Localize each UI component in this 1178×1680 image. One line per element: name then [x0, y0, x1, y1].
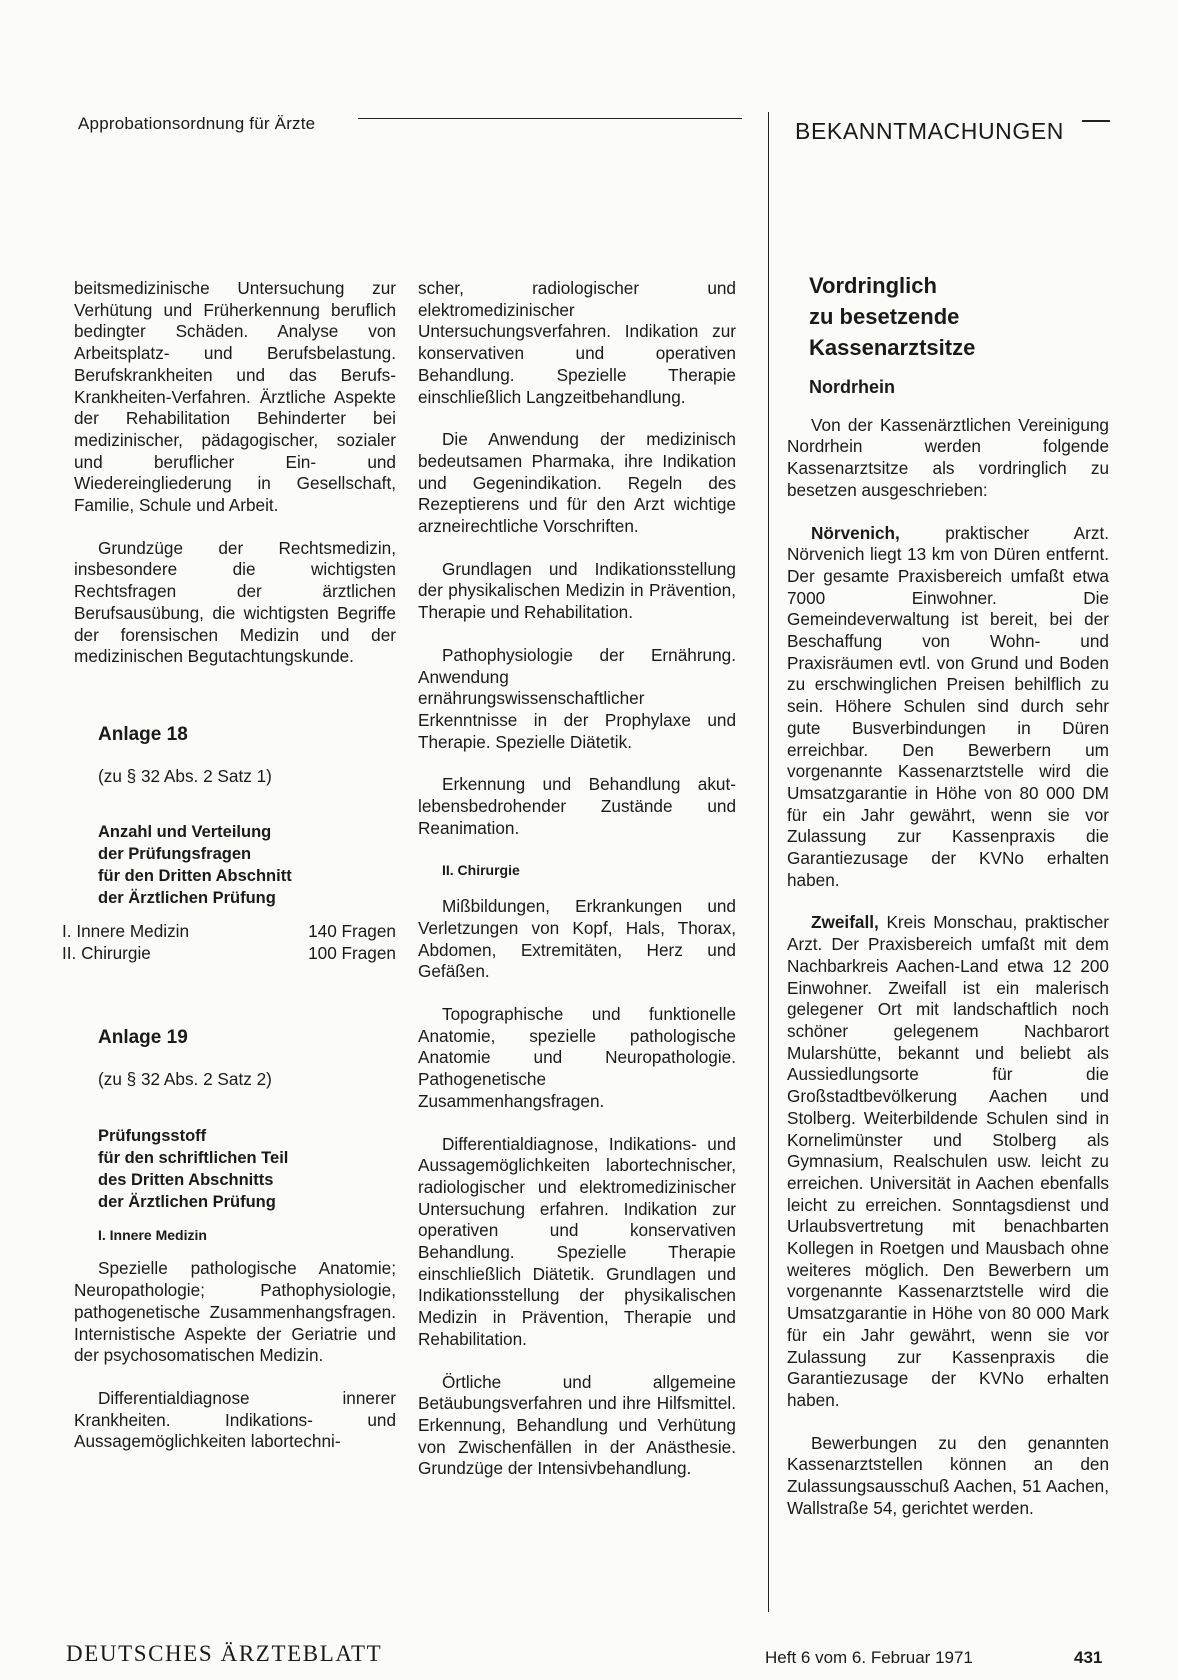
list-item — [62, 921, 396, 943]
listing-place: Zweifall, — [811, 912, 879, 933]
column-left — [62, 278, 396, 1474]
listing-noervenich — [787, 523, 1109, 892]
paragraph: beitsmedizinische Untersuchung zur Verhütung und Früherkennung beruflich bedingter Schäden. Analyse von Arbeitsplatz- und Berufsbelastung. Berufskrankheiten und das Berufs-Krankheiten-Verfahren. Ärztliche Aspekte der Rehabilitation Behinderter bei medizinischer, pädagogischer, sozialer und beruflicher Ein- und Wiedereingliederung in Gesellschaft, Familie, Schule und Arbeit. — [74, 278, 396, 516]
title-line: Kassenarztsitze — [809, 335, 976, 360]
listing-zweifall — [787, 912, 1109, 1411]
column-right — [787, 270, 1109, 1540]
listing-text: Kreis Monschau, praktischer Arzt. Der Praxisbereich umfaßt mit dem Nachbarkreis Aachen-Land etwa 12 200 Einwohner. Zweifall ist ein malerisch gelegener Ort mit landschaftlich noch schöner gelegenem Nachbarort Mularshütte, bekannt und beliebt als Aussiedlungsorte für die Großstadtbevölkerung Aachen und Stolberg. Weiterbildende Schulen sind in Kornelimünster und Stolberg als Gymnasium, Realschulen usw. leicht zu erreichen. Universität in Aachen ebenfalls leicht zu erreichen. Sonntagsdienst und Urlaubsvertretung mit benachbarten Kollegen in Roetgen und Mausbach ohne weiteres möglich. Den Bewerbern um vorgenannte Kassenarztstelle wird die Umsatzgarantie in Höhe von 80 000 Mark für ein Jahr gewährt, wenn sie vor Zulassung zur Kassenpraxis die Garantiezusage der KVNo erhalten haben. — [787, 912, 1109, 1410]
paragraph: Grundzüge der Rechtsmedizin, insbesondere die wichtigsten Rechtsfragen der ärztlichen Berufsausübung, die wichtigsten Begriffe der forensischen Medizin und der medizinischen Begutachtungskunde. — [74, 537, 396, 667]
paragraph: Von der Kassenärztlichen Vereinigung Nordrhein werden folgende Kassenarztsitze als vordringlich zu besetzen ausgeschrieben: — [787, 414, 1109, 500]
section-heading-innere-medizin: I. Innere Medizin — [98, 1226, 207, 1243]
paragraph: Erkennung und Behandlung akut-lebensbedrohender Zustände und Reanimation. — [418, 774, 736, 838]
anlage-19-heading — [98, 1125, 396, 1213]
listing-place: Nörvenich, — [811, 522, 900, 543]
header-dash — [1082, 120, 1110, 122]
running-header-left: Approbationsordnung für Ärzte — [78, 114, 316, 133]
heading-line: Anzahl und Verteilung — [98, 823, 272, 842]
anlage-18-heading — [98, 821, 396, 909]
title-line: zu besetzende — [809, 304, 960, 329]
list-item — [62, 943, 396, 965]
paragraph: Topographische und funktionelle Anatomie, spezielle pathologische Anatomie und Neuropathologie. Pathogenetische Zusammenhangsfragen. — [418, 1003, 736, 1111]
list-item-value: 100 Fragen — [308, 943, 396, 964]
heading-line: des Dritten Abschnitts — [98, 1170, 274, 1189]
anlage-18-reference: (zu § 32 Abs. 2 Satz 1) — [98, 765, 272, 786]
title-line: Vordringlich — [809, 273, 937, 298]
paragraph: Differentialdiagnose innerer Krankheiten. Indikations- und Aussagemöglichkeiten labortechni- — [74, 1387, 396, 1452]
paragraph: Die Anwendung der medizinisch bedeutsamen Pharmaka, ihre Indikation und Gegenindikation. Regeln des Rezeptierens und für den Arzt wichtige arzneirechtliche Vorschriften. — [418, 429, 736, 537]
anlage-19-reference: (zu § 32 Abs. 2 Satz 2) — [98, 1069, 272, 1090]
heading-line: für den Dritten Abschnitt — [98, 867, 292, 886]
heading-line: für den schriftlichen Teil — [98, 1148, 289, 1167]
list-item-label: II. Chirurgie — [62, 943, 151, 964]
page-number: 431 — [1074, 1648, 1103, 1667]
section-heading-chirurgie: II. Chirurgie — [442, 862, 520, 879]
column-middle — [418, 278, 736, 1501]
heading-line: Prüfungsstoff — [98, 1126, 207, 1145]
list-item-value: 140 Fragen — [308, 921, 396, 942]
header-rule — [358, 118, 742, 119]
list-item-label: I. Innere Medizin — [62, 921, 190, 942]
paragraph: Örtliche und allgemeine Betäubungsverfahren und ihre Hilfsmittel. Erkennung, Behandlung und Verhütung von Zwischenfällen in der Anästhesie. Grundzüge der Intensivbehandlung. — [418, 1371, 736, 1479]
column-divider — [768, 112, 769, 1612]
heading-line: der Prüfungsfragen — [98, 845, 252, 864]
paragraph: Bewerbungen zu den genannten Kassenarztstellen können an den Zulassungsausschuß Aachen, 51 Aachen, Wallstraße 54, gerichtet werden. — [787, 1432, 1109, 1518]
journal-name: DEUTSCHES ÄRZTEBLATT — [66, 1641, 383, 1666]
region-heading: Nordrhein — [809, 377, 896, 397]
paragraph: Grundlagen und Indikationsstellung der physikalischen Medizin in Prävention, Therapie und Rehabilitation. — [418, 558, 736, 623]
paragraph: scher, radiologischer und elektromedizinischer Untersuchungsverfahren. Indikation zur konservativen und operativen Behandlung. Spezielle Therapie einschließlich Langzeitbehandlung. — [418, 278, 736, 407]
announcement-title — [809, 270, 1109, 363]
paragraph: Differentialdiagnose, Indikations- und Aussagemöglichkeiten labortechnischer, radiologischer und elektromedizinischer Untersuchung erfahren. Indikation zur operativen und konservativen Behandlung. Spezielle Therapie einschließlich Diätetik. Grundlagen und Indikationsstellung der physikalischen Medizin in Prävention, Therapie und Rehabilitation. — [418, 1133, 736, 1349]
anlage-18-title: Anlage 18 — [98, 723, 188, 745]
issue-info: Heft 6 vom 6. Februar 1971 — [765, 1648, 973, 1667]
heading-line: der Ärztlichen Prüfung — [98, 1192, 276, 1211]
section-header: BEKANNTMACHUNGEN — [795, 118, 1065, 144]
listing-text: praktischer Arzt. Nörvenich liegt 13 km von Düren entfernt. Der gesamte Praxisbereich umfaßt etwa 7000 Einwohner. Die Gemeindeverwaltung ist bereit, bei der Beschaffung von Wohn- und Praxisräumen evtl. von Grund und Boden zu erschwinglichen Preisen behilflich zu sein. Höhere Schulen sind durch sehr gute Busverbindungen in Düren erreichbar. Den Bewerbern um vorgenannte Kassenarztstelle wird die Umsatzgarantie in Höhe von 80 000 DM für ein Jahr gewährt, wenn sie vor Zulassung zur Kassenpraxis die Garantiezusage der KVNo erhalten haben. — [787, 522, 1109, 890]
question-count-list — [62, 921, 396, 965]
heading-line: der Ärztlichen Prüfung — [98, 889, 276, 908]
anlage-19-title: Anlage 19 — [98, 1027, 188, 1049]
paragraph: Pathophysiologie der Ernährung. Anwendung ernährungswissenschaftlicher Erkenntnisse in der Prophylaxe und Therapie. Spezielle Diätetik. — [418, 644, 736, 752]
paragraph: Mißbildungen, Erkrankungen und Verletzungen von Kopf, Hals, Thorax, Abdomen, Extremitäten, Herz und Gefäßen. — [418, 896, 736, 982]
paragraph: Spezielle pathologische Anatomie; Neuropathologie; Pathophysiologie, pathogenetische Zusammenhangsfragen. Internistische Aspekte der Geriatrie und der psychosomatischen Medizin. — [74, 1258, 396, 1366]
